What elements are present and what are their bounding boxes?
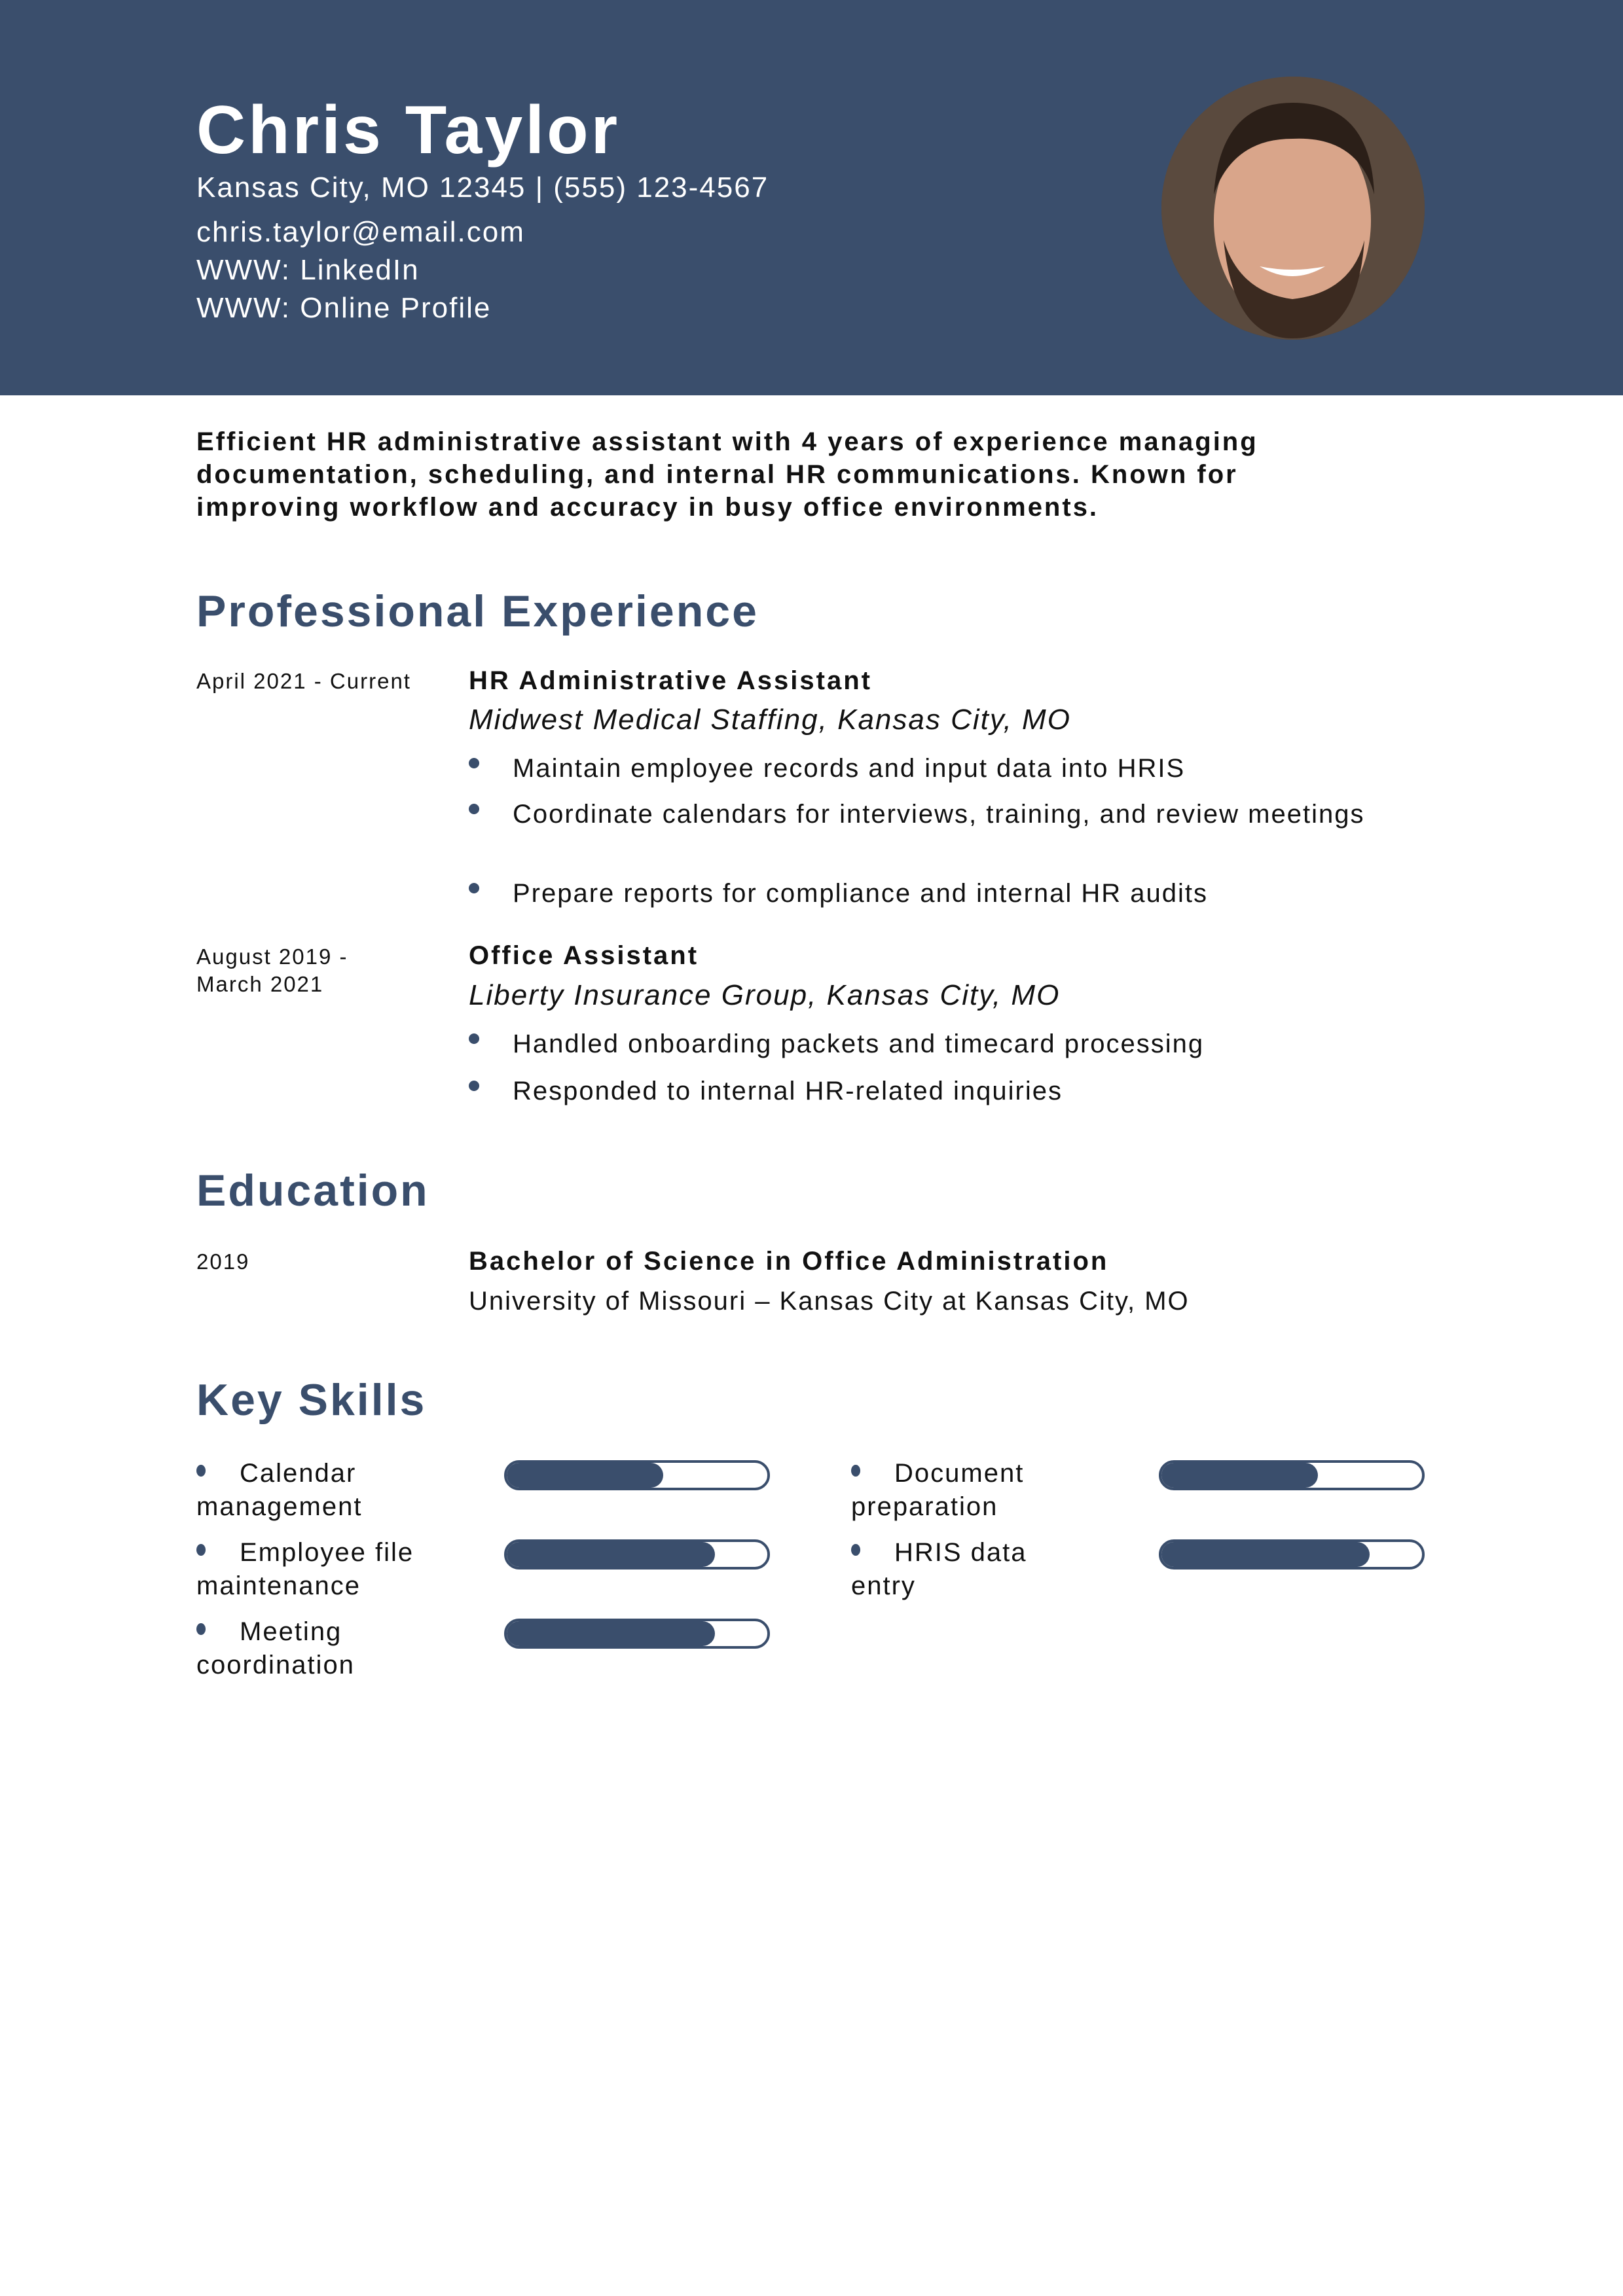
job-bullet: Prepare reports for compliance and internal HR audits <box>469 876 1346 910</box>
skill-label: Employee file maintenance <box>196 1538 414 1600</box>
job-company: Midwest Medical Staffing, Kansas City, MO <box>469 704 1071 736</box>
skill-label: HRIS data entry <box>851 1538 1027 1600</box>
job-company: Liberty Insurance Group, Kansas City, MO <box>469 979 1061 1011</box>
bullet-icon <box>469 883 479 893</box>
professional-summary: Efficient HR administrative assistant with 4 years of experience managing documentation, scheduling, and internal HR communications. Known for improving workflow and accuracy in busy office environments. <box>196 427 1258 522</box>
skill-level-bar <box>504 1619 770 1649</box>
skill-level-bar <box>504 1460 770 1490</box>
skill-level-fill <box>1161 1463 1318 1488</box>
address-phone: Kansas City, MO 12345 | (555) 123-4567 <box>196 171 769 204</box>
profile-photo <box>1161 77 1425 340</box>
skill-level-bar <box>1159 1460 1425 1490</box>
education-year: 2019 <box>196 1249 250 1274</box>
section-title-education: Education <box>196 1166 429 1215</box>
job-bullet: Handled onboarding packets and timecard processing <box>469 1027 1346 1061</box>
education-degree: Bachelor of Science in Office Administration <box>469 1247 1109 1276</box>
skill-level-fill <box>507 1542 715 1567</box>
section-title-experience: Professional Experience <box>196 586 759 636</box>
skill-label: Calendar management <box>196 1459 363 1521</box>
education-school: University of Missouri – Kansas City at Kansas City, MO <box>469 1287 1190 1316</box>
bullet-icon <box>469 804 479 814</box>
job-dates: April 2021 - Current <box>196 669 411 693</box>
bullet-icon <box>851 1465 860 1477</box>
skill-level-fill <box>1161 1542 1370 1567</box>
job-title: Office Assistant <box>469 941 699 970</box>
skill-level-fill <box>507 1621 715 1646</box>
candidate-name: Chris Taylor <box>196 92 621 168</box>
email-link[interactable]: chris.taylor@email.com <box>196 216 525 248</box>
bullet-icon <box>196 1465 206 1477</box>
profile-link[interactable]: WWW: Online Profile <box>196 292 492 324</box>
job-bullet: Maintain employee records and input data into HRIS <box>469 751 1346 785</box>
bullet-icon <box>851 1544 860 1556</box>
job-bullet: Responded to internal HR-related inquiries <box>469 1074 1346 1108</box>
section-title-skills: Key Skills <box>196 1375 427 1425</box>
job-dates: August 2019 - March 2021 <box>196 944 348 996</box>
skill-level-bar <box>504 1539 770 1570</box>
bullet-icon <box>469 758 479 768</box>
skill-level-bar <box>1159 1539 1425 1570</box>
job-bullet: Coordinate calendars for interviews, training, and review meetings <box>469 797 1385 831</box>
job-title: HR Administrative Assistant <box>469 666 872 695</box>
skill-label: Document preparation <box>851 1459 1025 1521</box>
bullet-icon <box>469 1081 479 1091</box>
linkedin-link[interactable]: WWW: LinkedIn <box>196 254 420 286</box>
bullet-icon <box>196 1544 206 1556</box>
skill-label: Meeting coordination <box>196 1617 355 1679</box>
bullet-icon <box>469 1033 479 1044</box>
skill-level-fill <box>507 1463 663 1488</box>
bullet-icon <box>196 1623 206 1635</box>
